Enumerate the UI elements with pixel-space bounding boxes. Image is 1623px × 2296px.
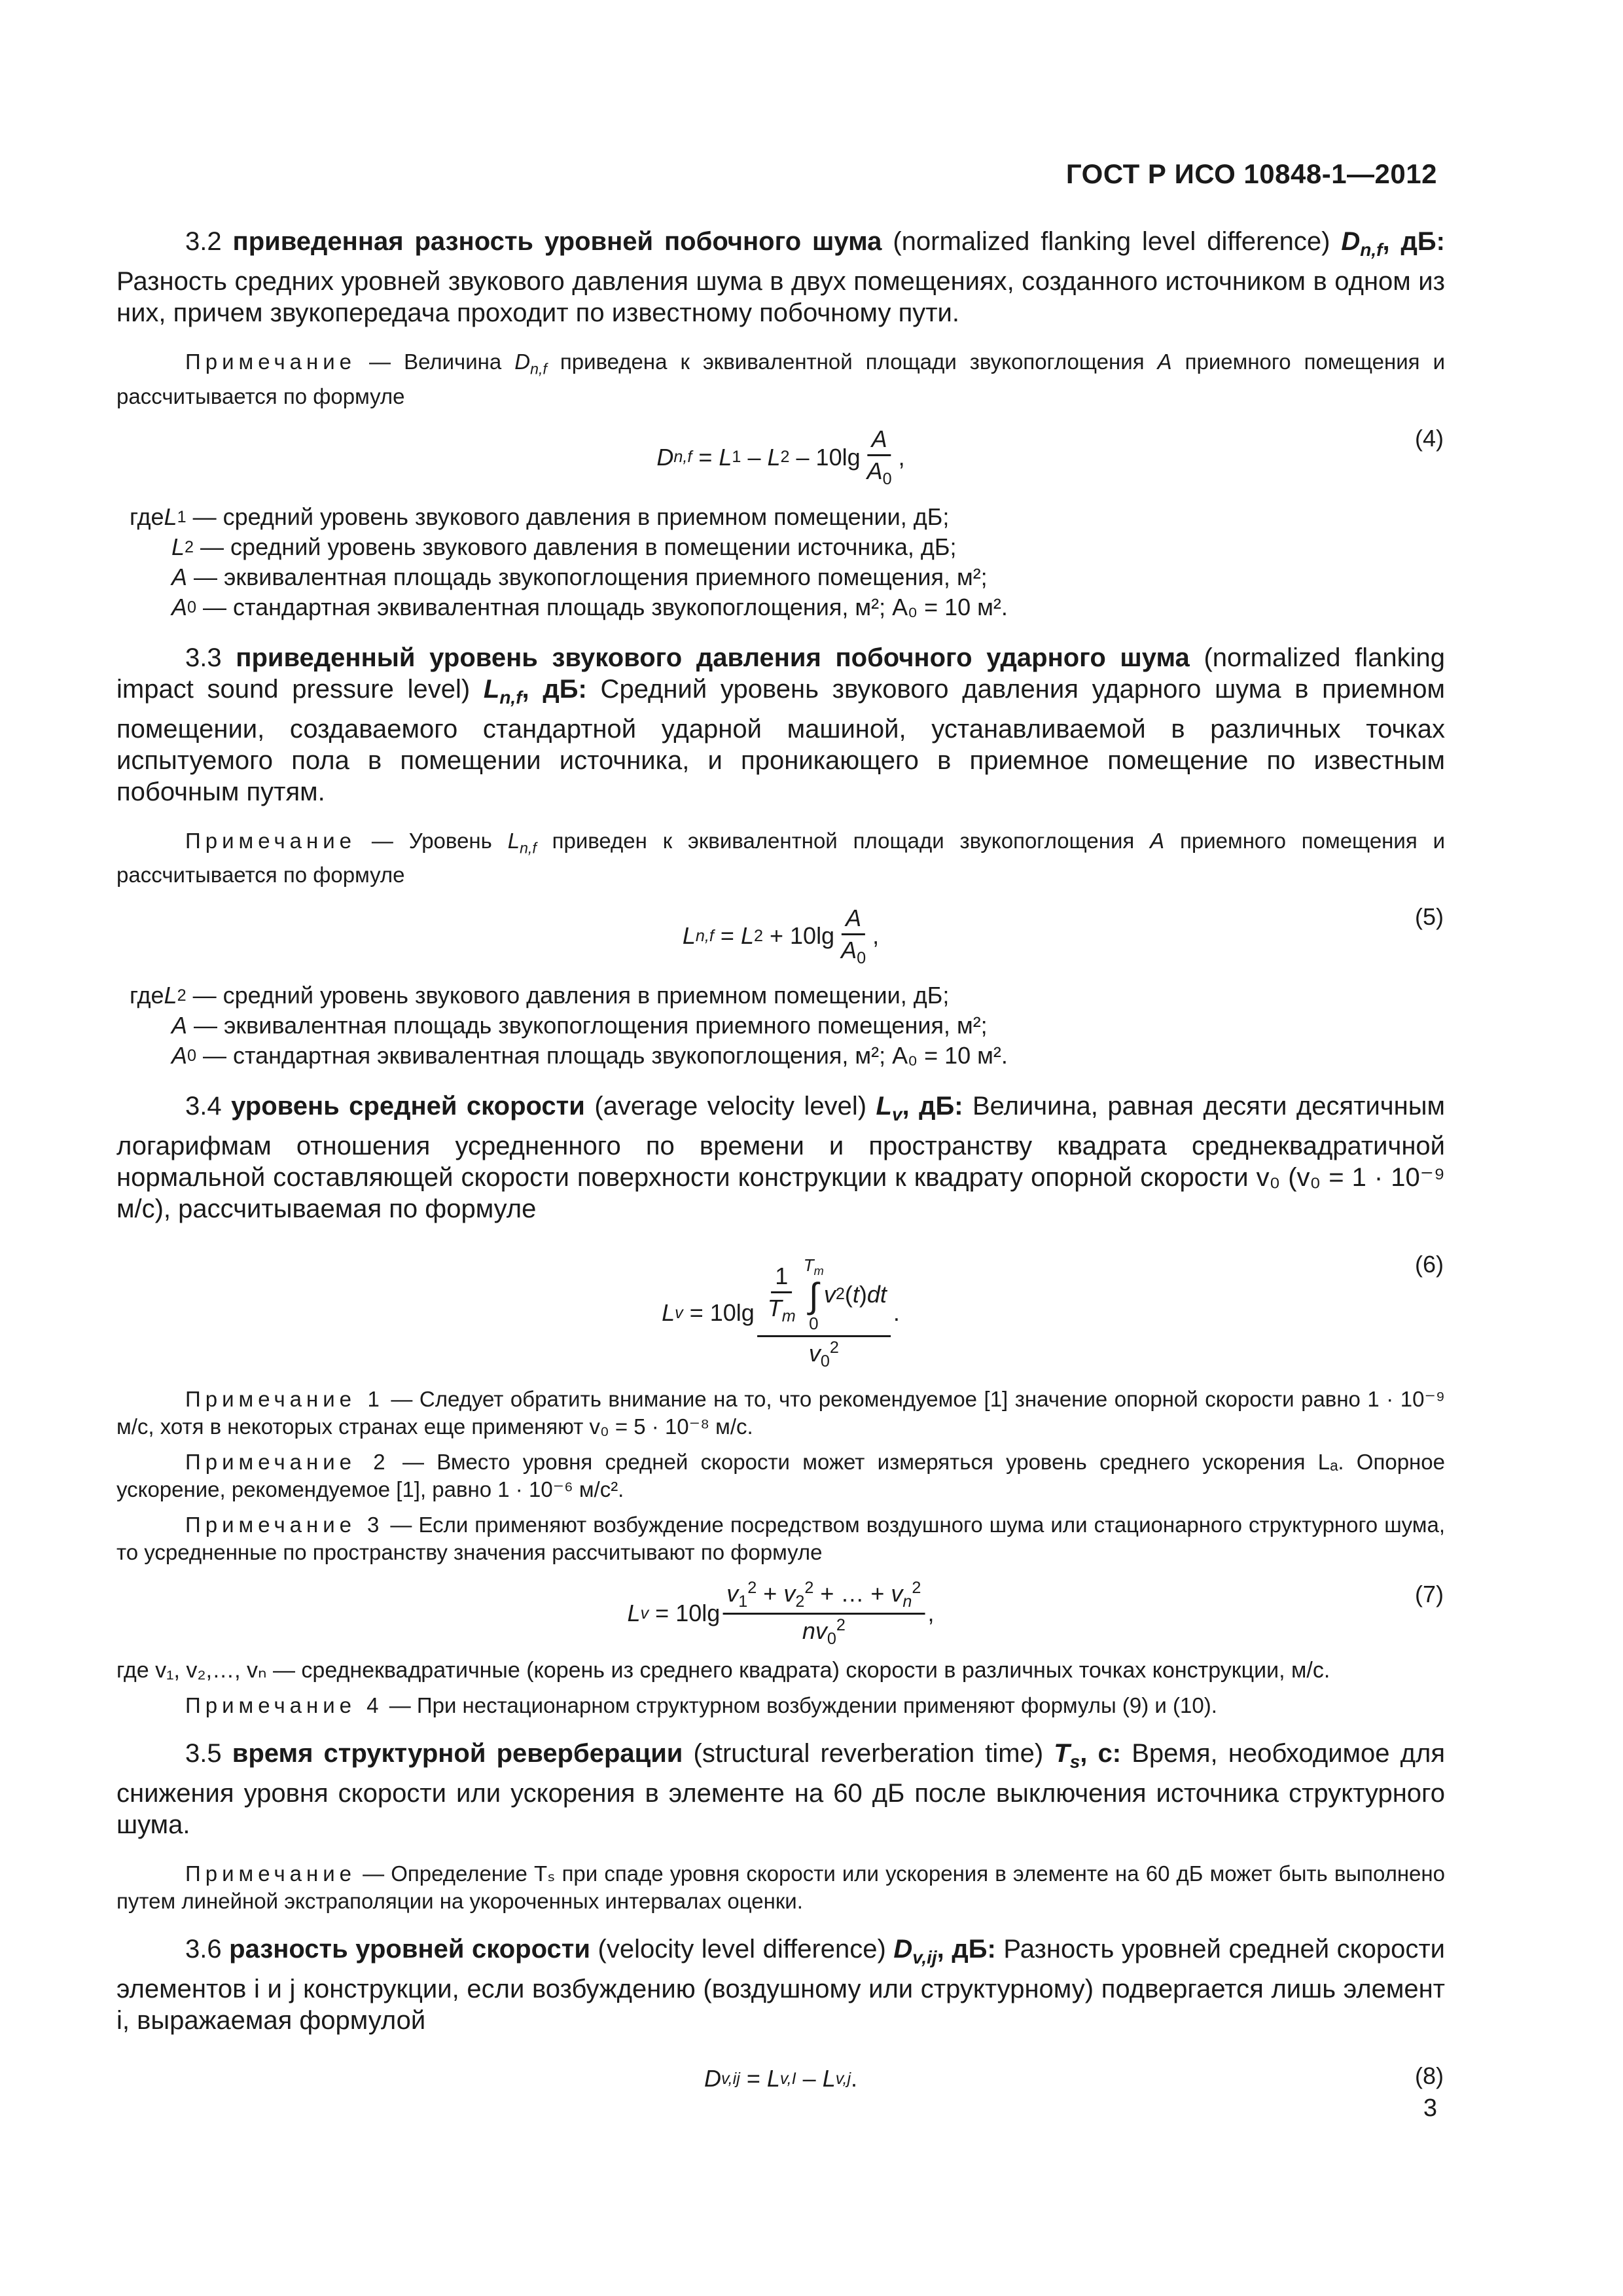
document-body	[116, 226, 1445, 2106]
where-7: где v₁, v₂,…, vₙ — среднеквадратичные (корень из среднего квадрата) скорости в различных точках конструкции, м/с.	[116, 1658, 1330, 1683]
page-header: ГОСТ Р ИСО 10848-1—2012	[1065, 158, 1437, 189]
where-item: где L 2 — средний уровень звукового давления в приемном помещении, дБ;	[130, 982, 950, 1009]
term: разность уровней скорости	[229, 1935, 590, 1964]
where-item: где L 1 — средний уровень звукового давления в приемном помещении, дБ;	[130, 503, 950, 530]
formula-4: D n,f = L 1 – L 2 – 10lg $\frac{A}{A_0}$ , (4)	[656, 424, 1444, 489]
formula-7: L v = 10lg $\frac{v_1^2 + v_2^2 + \dots + v_n^2}{nv_0^2}$ , (7)	[627, 1578, 1444, 1648]
term: уровень средней скорости	[231, 1092, 585, 1121]
where-list-5	[116, 980, 1445, 1071]
formula-8: D v,ij = L v,I – L v,j . (8)	[704, 2062, 1444, 2092]
notes-3-4	[116, 1386, 1445, 1566]
note-3-2: Примечание — Величина $D_{n,f}$ приведена к эквивалентной площади звукопоглощения A приемного помещения и рассчитывается по формуле	[116, 350, 1445, 408]
page-number: 3	[1423, 2094, 1437, 2122]
where-item: A — эквивалентная площадь звукопоглощения приемного помещения, м²;	[171, 563, 988, 590]
section-3-2: 3.2 приведенная разность уровней побочного шума (normalized flanking level difference) $D_{n,f}$, дБ: Разность средних уровней звукового давления шума в двух помещениях, созданного источником в одном из них, причем звукопередача проходит по известному побочному пути.	[116, 227, 1445, 327]
section-3-5: 3.5 время структурной реверберации (structural reverberation time) $T_s$, с: Время, необходимое для снижения уровня скорости или ускорения в элементе на 60 дБ после выключения источника структурного шума.	[116, 1739, 1446, 1840]
note-3-3: Примечание — Уровень $L_{n,f}$ приведен к эквивалентной площади звукопоглощения A приемного помещения и рассчитывается по формуле	[116, 828, 1445, 888]
formula-5: L n,f = L 2 + 10lg $\frac{A}{A_0}$ , (5)	[682, 903, 1444, 967]
note-3-5: Примечание — Определение Tₛ при спаде уровня скорости или ускорения в элементе на 60 дБ может быть выполнено путем линейной экстраполяции на укороченных интервалах оценки.	[116, 1861, 1445, 1914]
where-item: A 0 — стандартная эквивалентная площадь звукопоглощения, м²; A₀ = 10 м².	[171, 1042, 1008, 1069]
note-4: Примечание 4 — При нестационарном структурном возбуждении применяют формулы (9) и (10).	[185, 1693, 1217, 1718]
term: приведенный уровень звукового давления побочного ударного шума	[236, 643, 1190, 672]
where-item: A 0 — стандартная эквивалентная площадь звукопоглощения, м²; A₀ = 10 м².	[171, 593, 1008, 620]
note-3-4-3: Примечание 3 — Если применяют возбуждение посредством воздушного шума или стационарного структурного шума, то усредненные по пространству значения рассчитывают по формуле	[116, 1513, 1446, 1565]
section-3-3: 3.3 приведенный уровень звукового давления побочного ударного шума (normalized flanking impact sound pressure level) $L_{n,f}$, дБ: Средний уровень звукового давления ударного шума в приемном помещении, создаваемого стандартной ударной машиной, устанавливаемой в различных точках испытуемого пола в помещении источника, и проникающего в приемное помещение по известным побочным путям.	[116, 643, 1445, 806]
where-list-4	[116, 502, 1445, 622]
note-3-4-2: Примечание 2 — Вместо уровня средней скорости может измеряться уровень среднего ускорения Lₐ. Опорное ускорение, рекомендуемое [1], равно 1 · 10⁻⁶ м/с².	[116, 1450, 1445, 1502]
section-3-6: 3.6 разность уровней скорости (velocity level difference) $D_{v,ij}$, дБ: Разность уровней средней скорости элементов i и j конструкции, если возбуждению (воздушному или структурному) подвергается лишь элемент i, выражаемая формулой	[116, 1935, 1445, 2036]
where-item: L 2 — средний уровень звукового давления в помещении источника, дБ;	[171, 533, 957, 560]
section-3-4: 3.4 уровень средней скорости (average velocity level) $L_v$, дБ: Величина, равная десяти десятичным логарифмам отношения усредненного по времени и пространству квадрата среднеквадратичной нормальной составляющей скорости поверхности конструкции к квадрату опорной скорости v₀ (v₀ = 1 · 10⁻⁹ м/с), рассчитываемая по формуле	[116, 1092, 1445, 1224]
where-item: A — эквивалентная площадь звукопоглощения приемного помещения, м²;	[171, 1012, 988, 1039]
formula-6: L v = 10lg $\frac{1}{T_m}$ $T_m$ ∫ 0 v 2 ( t ) dt $v_0^2$ . (6)	[662, 1251, 1444, 1371]
note-3-4-1: Примечание 1 — Следует обратить внимание на то, что рекомендуемое [1] значение опорной скорости равно 1 · 10⁻⁹ м/с, хотя в некоторых странах еще применяют v₀ = 5 · 10⁻⁸ м/с.	[116, 1387, 1445, 1439]
term: время структурной реверберации	[232, 1739, 683, 1768]
term: приведенная разность уровней побочного шума	[232, 227, 882, 256]
